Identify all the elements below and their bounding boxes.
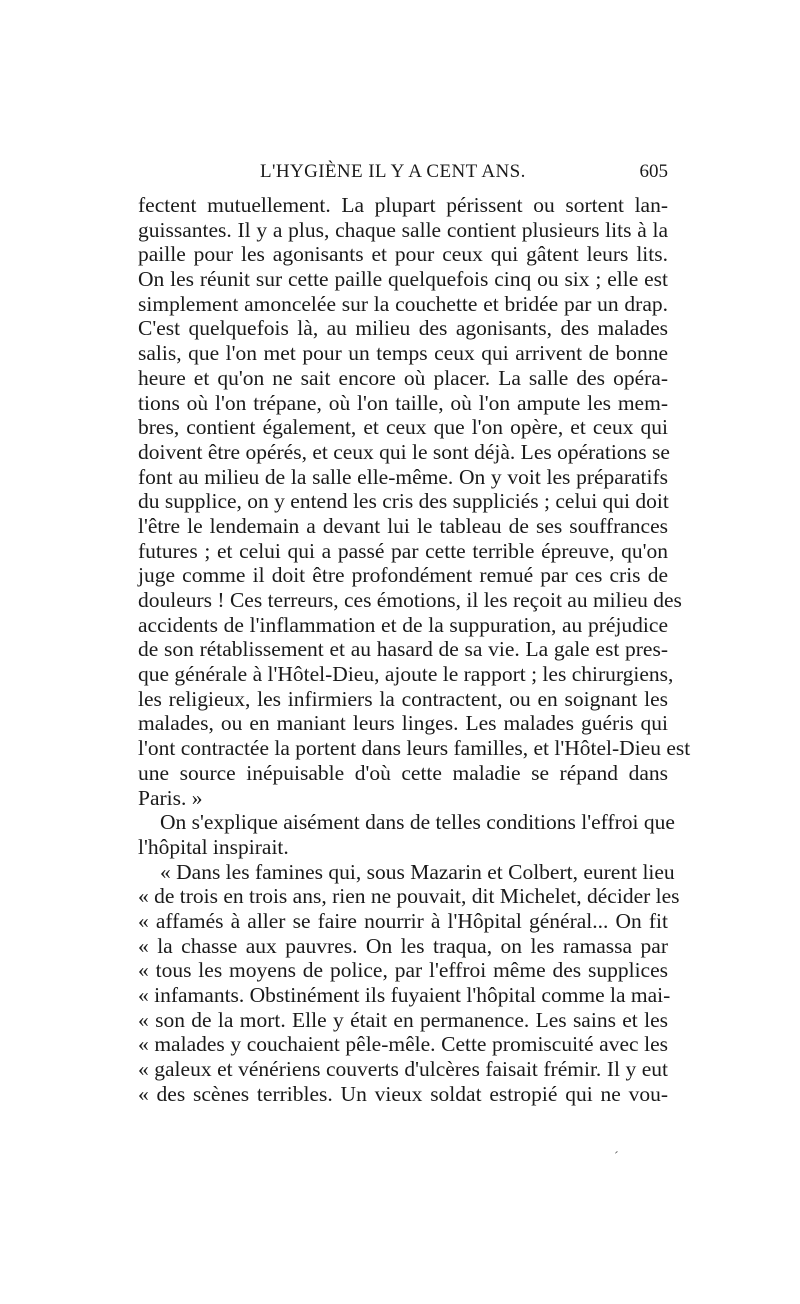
text-line: Paris. » xyxy=(138,785,203,810)
running-title: L'HYGIÈNE IL Y A CENT ANS. xyxy=(260,161,526,182)
text-line: l'hôpital inspirait. xyxy=(138,834,289,859)
text-line: doivent être opérés, et ceux qui le sont déjà. Les opérations se xyxy=(138,439,670,464)
text-line: « de trois en trois ans, rien ne pouvait, dit Michelet, décider les xyxy=(138,884,680,909)
text-line: accidents de l'inflammation et de la suppuration, au préjudice xyxy=(138,612,668,637)
text-line: l'être le lendemain a devant lui le tableau de ses souffrances xyxy=(138,513,668,538)
text-line: « Dans les famines qui, sous Mazarin et Colbert, eurent lieu xyxy=(160,859,675,884)
body-text xyxy=(138,193,691,1106)
text-line: « infamants. Obstinément ils fuyaient l'hôpital comme la mai- xyxy=(138,983,671,1007)
text-line: C'est quelquefois là, au milieu des agonisants, des malades xyxy=(138,316,668,341)
text-line: de son rétablissement et au hasard de sa vie. La gale est pres- xyxy=(138,637,668,662)
text-line: tions où l'on trépane, où l'on taille, où l'on ampute les mem- xyxy=(138,390,668,415)
text-line: On s'explique aisément dans de telles conditions l'effroi que xyxy=(160,810,675,835)
text-line: les religieux, les infirmiers la contractent, ou en soignant les xyxy=(138,686,668,711)
text-line: On les réunit sur cette paille quelquefois cinq ou six ; elle est xyxy=(138,267,668,292)
text-line: « affamés à aller se faire nourrir à l'Hôpital général... On fit xyxy=(138,908,668,933)
text-line: l'ont contractée la portent dans leurs familles, et l'Hôtel-Dieu est xyxy=(138,736,691,761)
stray-mark-icon: ´ xyxy=(614,1150,619,1165)
running-head xyxy=(138,161,668,191)
text-line: malades, ou en maniant leurs linges. Les malades guéris qui xyxy=(138,711,668,736)
text-line: guissantes. Il y a plus, chaque salle contient plusieurs lits à la xyxy=(138,217,668,242)
text-line: simplement amoncelée sur la couchette et bridée par un drap. xyxy=(138,291,668,316)
text-line: que générale à l'Hôtel-Dieu, ajoute le rapport ; les chirurgiens, xyxy=(138,662,674,687)
text-line: futures ; et celui qui a passé par cette terrible épreuve, qu'on xyxy=(138,538,668,563)
text-line: « la chasse aux pauvres. On les traqua, on les ramassa par xyxy=(138,933,668,958)
text-line: bres, contient également, et ceux que l'on opère, et ceux qui xyxy=(138,415,668,440)
text-line: « son de la mort. Elle y était en permanence. Les sains et les xyxy=(138,1007,668,1032)
text-line: fectent mutuellement. La plupart périssent ou sortent lan- xyxy=(138,193,668,217)
text-line: salis, que l'on met pour un temps ceux qui arrivent de bonne xyxy=(138,341,668,366)
text-line: du supplice, on y entend les cris des suppliciés ; celui qui doit xyxy=(138,489,669,514)
text-line: « galeux et vénériens couverts d'ulcères faisait frémir. Il y eut xyxy=(138,1057,668,1082)
text-line: juge comme il doit être profondément remué par ces cris de xyxy=(138,563,668,588)
text-line: heure et qu'on ne sait encore où placer. La salle des opéra- xyxy=(138,365,668,390)
page-number: 605 xyxy=(639,161,668,182)
text-line: paille pour les agonisants et pour ceux qui gâtent leurs lits. xyxy=(138,242,668,267)
text-line: « des scènes terribles. Un vieux soldat estropié qui ne vou- xyxy=(138,1081,668,1106)
text-line: font au milieu de la salle elle-même. On y voit les préparatifs xyxy=(138,464,668,489)
text-line: douleurs ! Ces terreurs, ces émotions, il les reçoit au milieu des xyxy=(138,588,682,612)
text-line: une source inépuisable d'où cette maladie se répand dans xyxy=(138,760,668,785)
text-line: « malades y couchaient pêle-mêle. Cette promiscuité avec les xyxy=(138,1032,668,1057)
text-line: « tous les moyens de police, par l'effroi même des supplices xyxy=(138,958,668,983)
